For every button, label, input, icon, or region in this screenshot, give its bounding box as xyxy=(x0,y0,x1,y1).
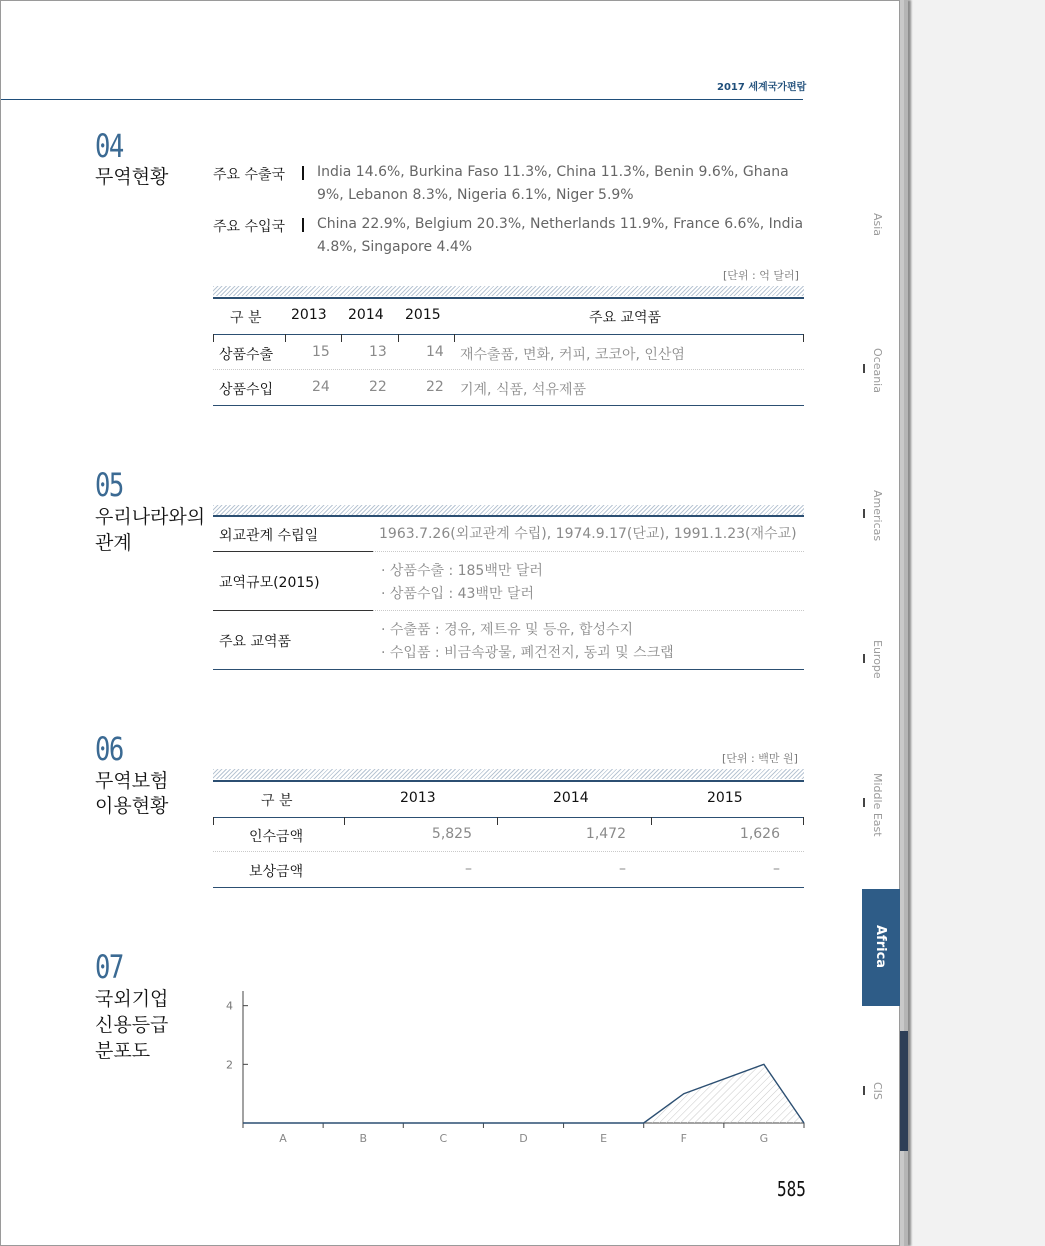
relation-label: 외교관계 수립일 xyxy=(219,528,319,544)
tab-africa-label: Africa xyxy=(873,925,888,969)
x-tick-label: E xyxy=(600,1132,608,1145)
table-row-label: 상품수입 xyxy=(219,382,274,398)
table-cell: 1,626 xyxy=(739,826,780,842)
table-hatch xyxy=(213,286,804,296)
table-header-category: 구 분 xyxy=(261,793,293,809)
tab-africa-active[interactable] xyxy=(862,889,900,1006)
tab-europe[interactable]: Europe xyxy=(871,640,884,679)
col-tick xyxy=(398,334,399,342)
table-cell: 기계, 식품, 석유제품 xyxy=(460,382,586,398)
table-bottom-rule xyxy=(213,669,804,670)
section-04-title: 무역현황 xyxy=(95,166,169,188)
x-tick-label: D xyxy=(519,1132,528,1145)
exports-line-1: India 14.6%, Burkina Faso 11.3%, China 11.3%, Benin 9.6%, Ghana xyxy=(317,164,789,180)
label-rule xyxy=(213,610,373,611)
relation-label: 주요 교역품 xyxy=(219,634,292,650)
col-tick xyxy=(497,817,498,825)
credit-rating-chart xyxy=(216,986,811,1146)
table-header-rule xyxy=(213,334,804,335)
table-cell: – xyxy=(773,861,780,877)
table-cell: 24 xyxy=(312,379,330,395)
table-cell: – xyxy=(465,861,472,877)
tab-marker xyxy=(863,654,865,663)
label-divider xyxy=(302,218,304,232)
series-area xyxy=(243,1064,804,1123)
section-05-title-line-2: 관계 xyxy=(95,532,132,554)
relation-value: · 상품수출 : 185백만 달러 xyxy=(381,563,543,579)
table-cell: 13 xyxy=(369,344,387,360)
table-header-2013: 2013 xyxy=(291,307,327,323)
section-07-title-line-3: 분포도 xyxy=(95,1040,151,1062)
relation-value: 1963.7.26(외교관계 수립), 1974.9.17(단교), 1991.1.23(재수교) xyxy=(379,526,797,542)
tab-americas[interactable]: Americas xyxy=(871,490,884,542)
table-top-rule xyxy=(213,297,804,299)
tab-middle-east[interactable]: Middle East xyxy=(871,773,884,837)
tab-asia[interactable]: Asia xyxy=(871,213,884,237)
col-tick xyxy=(285,334,286,342)
col-tick xyxy=(341,334,342,342)
exports-label: 주요 수출국 xyxy=(213,167,286,183)
x-tick-label: C xyxy=(439,1132,448,1145)
y-tick-label: 2 xyxy=(226,1058,233,1072)
section-06-title-line-2: 이용현황 xyxy=(95,795,169,817)
table-header-items: 주요 교역품 xyxy=(589,310,662,326)
table-bottom-rule xyxy=(213,887,804,888)
running-header: 2017 세계국가편람 xyxy=(717,82,807,93)
imports-label: 주요 수입국 xyxy=(213,219,286,235)
section-07-title-line-2: 신용등급 xyxy=(95,1014,169,1036)
unit-label: [단위 : 백만 원] xyxy=(722,752,798,765)
relation-value: · 상품수입 : 43백만 달러 xyxy=(381,586,534,602)
col-tick xyxy=(803,817,804,825)
relation-value: · 수출품 : 경유, 제트유 및 등유, 합성수지 xyxy=(381,622,634,638)
table-header-rule xyxy=(213,817,804,818)
tab-marker xyxy=(863,509,865,518)
tab-marker xyxy=(863,364,865,373)
y-tick-label: 4 xyxy=(226,999,233,1013)
col-tick xyxy=(213,817,214,825)
section-07-number: 07 xyxy=(95,948,123,986)
row-divider xyxy=(373,551,804,552)
section-04-number: 04 xyxy=(95,127,123,165)
table-cell: 15 xyxy=(312,344,330,360)
col-tick xyxy=(803,334,804,342)
table-hatch xyxy=(213,505,804,515)
table-top-rule xyxy=(213,780,804,782)
row-divider xyxy=(373,610,804,611)
relation-value: · 수입품 : 비금속광물, 폐건전지, 동괴 및 스크랩 xyxy=(381,645,674,661)
table-header-2014: 2014 xyxy=(348,307,384,323)
page-edge-tab xyxy=(900,1031,908,1151)
label-divider xyxy=(302,166,304,180)
table-header-2013: 2013 xyxy=(400,790,436,806)
table-header-category: 구 분 xyxy=(230,310,262,326)
relation-label: 교역규모(2015) xyxy=(219,575,320,591)
page-number: 585 xyxy=(777,1177,806,1201)
tab-marker xyxy=(863,1086,865,1095)
table-cell: – xyxy=(619,861,626,877)
table-cell: 22 xyxy=(369,379,387,395)
table-hatch xyxy=(213,769,804,779)
table-header-2014: 2014 xyxy=(553,790,589,806)
table-row-label: 보상금액 xyxy=(249,864,304,880)
unit-label: [단위 : 억 달러] xyxy=(723,269,799,282)
x-tick-label: F xyxy=(680,1132,687,1145)
tab-oceania[interactable]: Oceania xyxy=(871,348,884,393)
table-cell: 5,825 xyxy=(431,826,472,842)
table-top-rule xyxy=(213,515,804,517)
imports-line-2: 4.8%, Singapore 4.4% xyxy=(317,239,473,255)
table-bottom-rule xyxy=(213,405,804,406)
x-tick-label: A xyxy=(279,1132,287,1145)
table-cell: 14 xyxy=(426,344,444,360)
table-cell: 1,472 xyxy=(585,826,626,842)
exports-line-2: 9%, Lebanon 8.3%, Nigeria 6.1%, Niger 5.9% xyxy=(317,187,634,203)
tab-marker xyxy=(863,798,865,807)
label-rule xyxy=(213,551,373,552)
col-tick xyxy=(651,817,652,825)
table-cell: 재수출품, 면화, 커피, 코코아, 인산염 xyxy=(460,347,685,363)
section-06-number: 06 xyxy=(95,730,123,768)
section-05-number: 05 xyxy=(95,466,123,504)
section-07-title-line-1: 국외기업 xyxy=(95,988,169,1010)
header-rule xyxy=(1,99,803,100)
table-header-2015: 2015 xyxy=(405,307,441,323)
table-cell: 22 xyxy=(426,379,444,395)
section-05-title-line-1: 우리나라와의 xyxy=(95,506,206,528)
section-06-title-line-1: 무역보험 xyxy=(95,770,169,792)
x-tick-label: G xyxy=(759,1132,769,1145)
imports-line-1: China 22.9%, Belgium 20.3%, Netherlands 11.9%, France 6.6%, India xyxy=(317,216,804,232)
table-header-2015: 2015 xyxy=(707,790,743,806)
col-tick xyxy=(454,334,455,342)
col-tick xyxy=(213,334,214,342)
row-divider xyxy=(213,851,804,852)
row-divider xyxy=(213,369,804,370)
tab-cis[interactable]: CIS xyxy=(871,1082,884,1100)
x-tick-label: B xyxy=(359,1132,367,1145)
table-row-label: 상품수출 xyxy=(219,347,274,363)
table-row-label: 인수금액 xyxy=(249,829,304,845)
col-tick xyxy=(344,817,345,825)
